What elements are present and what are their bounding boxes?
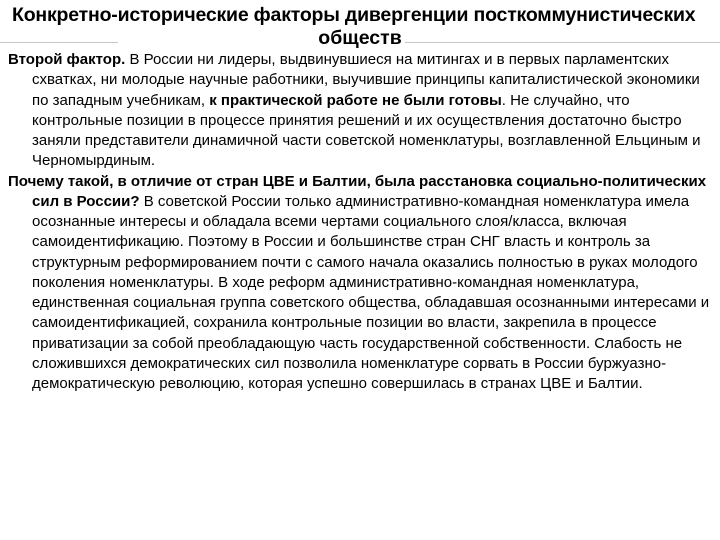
slide-title: Конкретно-исторические факторы дивергенции посткоммунистических (12, 4, 696, 26)
slide-body (8, 50, 712, 394)
paragraph-why-russia (8, 172, 712, 395)
paragraph-text: В России ни лидеры, выдвинувшиеся на митингах и в первых парламентских схватках, ни молодые научные работники, выучившие принципы капиталистической экономики по западным учебникам, (32, 51, 700, 109)
title-divider-right (405, 42, 720, 43)
slide-title-continued: обществ (318, 27, 402, 49)
paragraph-emphasis: к практической работе не были готовы (209, 91, 502, 109)
paragraph-lead: Почему такой, в отличие от стран ЦВЕ и Балтии, была расстановка социально-политических сил в России? (8, 172, 707, 210)
title-divider-left (0, 42, 118, 43)
paragraph-lead: Второй фактор. (8, 51, 126, 68)
paragraph-text: . Не случайно, что контрольные позиции в процессе принятия решений и их осуществления достаточно быстро заняли представители динамичной части советской номенклатуры, возглавленной Ельциным и Черномырдиным. (32, 91, 701, 170)
paragraph-second-factor (8, 50, 712, 172)
paragraph-text: В советской России только административно-командная номенклатура имела осознанные интересы и обладала всеми чертами социального слоя/класса, включая самоидентификацию. Поэтому в России и большинстве стран СНГ власть и контроль за структурным реформированием почти с самого начала оказались полностью в руках молодого поколения номенклатуры. В ходе реформ административно-командная номенклатура, единственная социальная группа советского общества, обладавшая осознанными интересами и самоидентификацией, сохранила контрольные позиции во власти, закрепила в процессе приватизации за собой преобладающую часть государственной собственности. Слабость не сложившихся демократических сил позволила номенклатуре сорвать в России буржуазно-демократическую революцию, которая успешно совершилась в странах ЦВЕ и Балтии. (32, 192, 710, 392)
